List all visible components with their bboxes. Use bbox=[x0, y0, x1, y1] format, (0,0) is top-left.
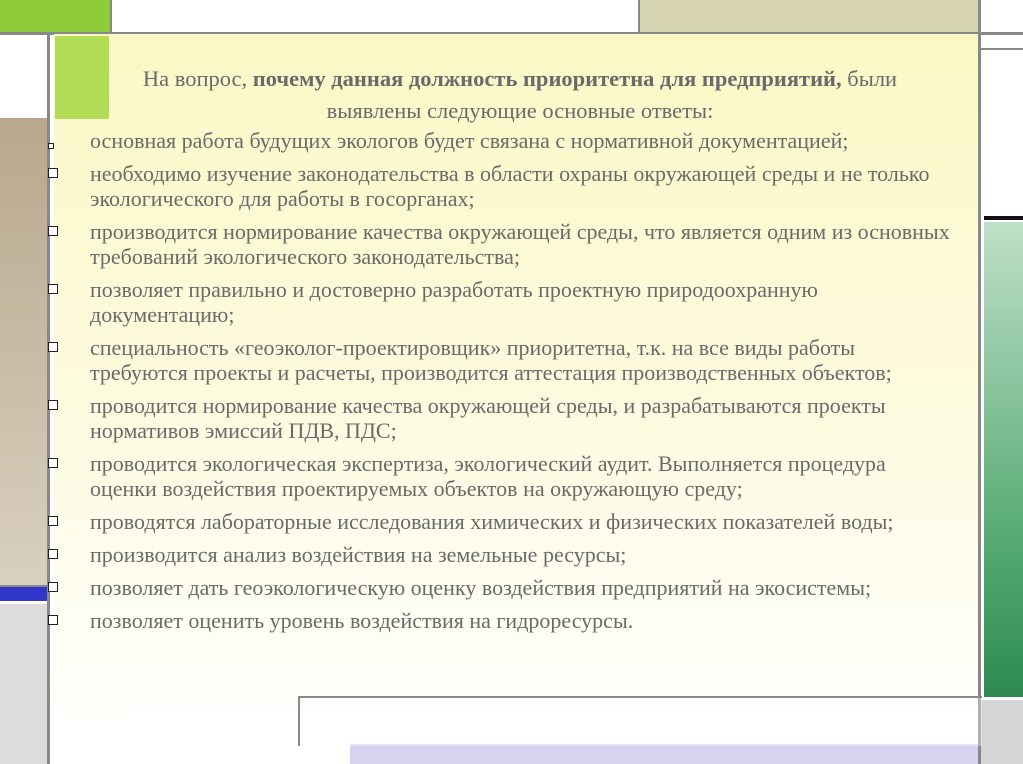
grid-line bbox=[0, 585, 50, 587]
decor-tan-strip bbox=[0, 118, 47, 585]
decor-grey-strip bbox=[0, 604, 47, 764]
decor-green-block bbox=[0, 0, 110, 32]
square-bullet-icon bbox=[48, 143, 54, 149]
list-item: проводится нормирование качества окружающей среды, и разрабатываются проекты нормативов эмиссий ПДВ, ПДС; bbox=[44, 393, 954, 443]
decor-outline-box bbox=[298, 696, 982, 746]
list-item: позволяет правильно и достоверно разработать проектную природоохранную документацию; bbox=[44, 277, 954, 327]
square-bullet-icon bbox=[48, 458, 58, 468]
square-bullet-icon bbox=[48, 226, 58, 236]
decor-grey-corner bbox=[980, 700, 1023, 764]
square-bullet-icon bbox=[48, 168, 58, 178]
decor-khaki-block bbox=[638, 0, 978, 32]
grid-line bbox=[978, 0, 981, 764]
square-bullet-icon bbox=[48, 615, 58, 625]
list-item: проводится экологическая экспертиза, экологический аудит. Выполняется процедура оценки воздействия проектируемых объектов на окружающую среду; bbox=[44, 451, 954, 501]
list-item: производится анализ воздействия на земельные ресурсы; bbox=[44, 542, 954, 567]
title-suffix: были выявлены следующие основные ответы: bbox=[326, 66, 898, 123]
grid-line bbox=[984, 216, 1023, 220]
decor-green-strip bbox=[984, 222, 1023, 697]
list-item: производится нормирование качества окружающей среды, что является одним из основных требований экологического законодательства; bbox=[44, 219, 954, 269]
square-bullet-icon bbox=[48, 342, 58, 352]
list-item: проводятся лабораторные исследования химических и физических показателей воды; bbox=[44, 509, 954, 534]
slide-title bbox=[130, 63, 910, 127]
list-item: позволяет дать геоэкологическую оценку воздействия предприятий на экосистемы; bbox=[44, 575, 954, 600]
list-item: специальность «геоэколог-проектировщик» приоритетна, т.к. на все виды работы требуются проекты и расчеты, производится аттестация производственных объектов; bbox=[44, 335, 954, 385]
decor-lavender-strip bbox=[350, 744, 980, 764]
list-item: основная работа будущих экологов будет связана с нормативной документацией; bbox=[44, 128, 954, 153]
grid-line bbox=[110, 0, 112, 35]
square-bullet-icon bbox=[48, 400, 58, 410]
answers-list bbox=[44, 128, 954, 633]
list-item: позволяет оценить уровень воздействия на гидроресурсы. bbox=[44, 608, 954, 633]
title-prefix: На вопрос, bbox=[142, 66, 253, 91]
square-bullet-icon bbox=[48, 284, 58, 294]
square-bullet-icon bbox=[48, 582, 58, 592]
square-bullet-icon bbox=[48, 549, 58, 559]
square-bullet-icon bbox=[48, 516, 58, 526]
decor-blue-strip bbox=[0, 587, 47, 601]
title-bold: почему данная должность приоритетна для предприятий, bbox=[252, 66, 842, 91]
decor-green-square bbox=[55, 36, 109, 119]
list-item: необходимо изучение законодательства в области охраны окружающей среды и не только экологического для работы в госорганах; bbox=[44, 161, 954, 211]
